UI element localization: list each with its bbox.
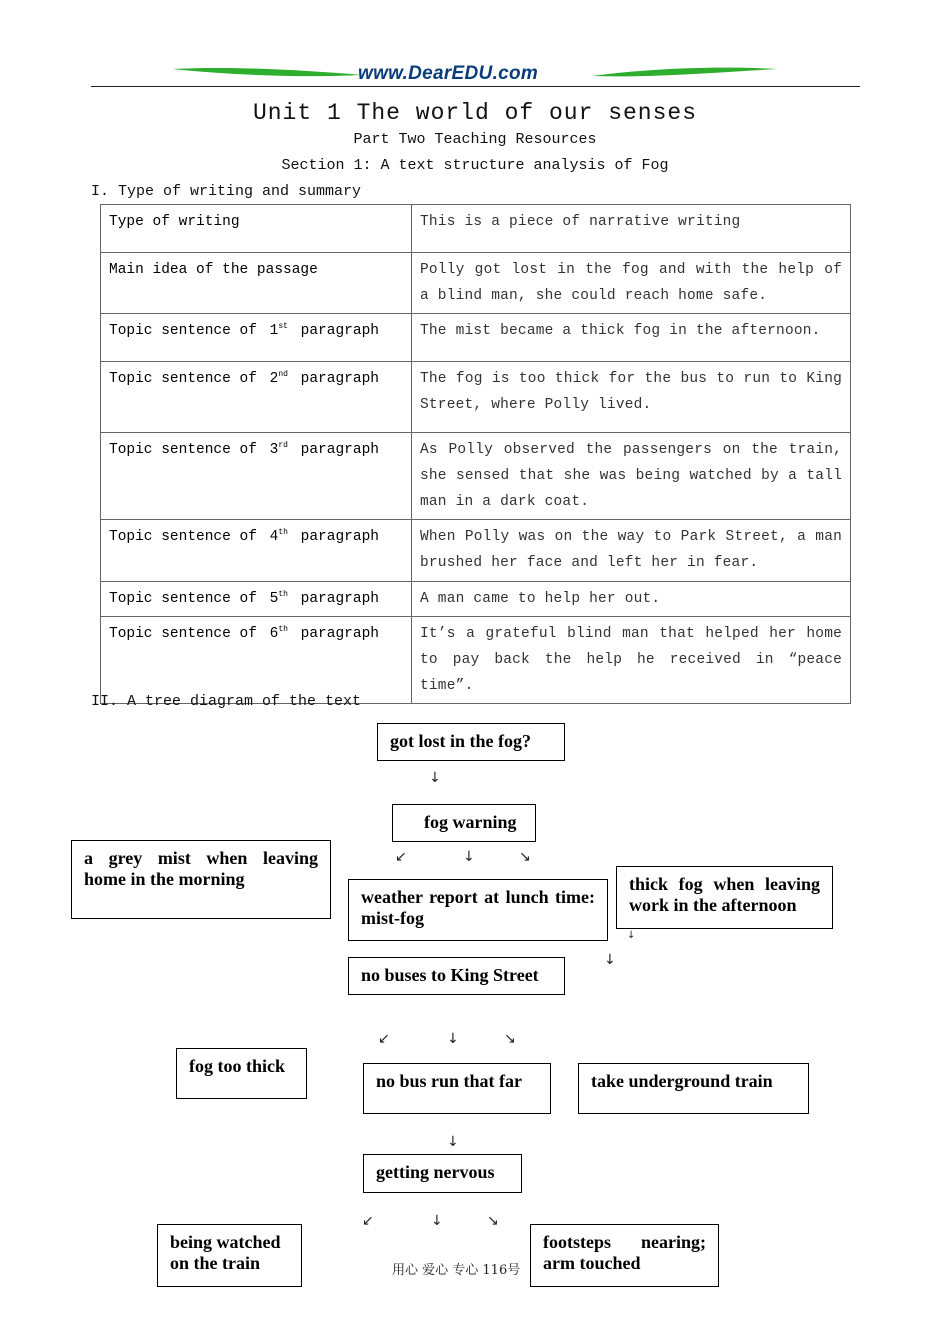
row-content: Polly got lost in the fog and with the help of a blind man, she could reach home safe.: [412, 253, 851, 314]
row-content: The mist became a thick fog in the afternoon.: [412, 314, 851, 362]
row-label: Topic sentence of 6th paragraph: [101, 617, 412, 704]
row-content: This is a piece of narrative writing: [412, 205, 851, 253]
summary-table: [100, 204, 851, 704]
row-content: The fog is too thick for the bus to run to King Street, where Polly lived.: [412, 362, 851, 433]
arrow-down-left-icon: ↙: [362, 1213, 374, 1229]
row-content: When Polly was on the way to Park Street, a man brushed her face and left her in fear.: [412, 520, 851, 582]
arrow-down-icon: ↓: [447, 1031, 459, 1047]
part1-heading: I. Type of writing and summary: [91, 183, 362, 200]
arrow-down-icon: ↓: [447, 1134, 459, 1150]
row-label: Topic sentence of 1st paragraph: [101, 314, 412, 362]
table-row: [101, 362, 851, 433]
table-row: [101, 433, 851, 520]
node-grey-mist: a grey mist when leaving home in the morning: [71, 840, 331, 919]
table-row: [101, 520, 851, 582]
table-row: [101, 314, 851, 362]
arrow-down-right-icon: ↘: [519, 849, 531, 865]
row-label: Topic sentence of 4th paragraph: [101, 520, 412, 582]
header-rule: [91, 86, 860, 87]
node-underground: take underground train: [578, 1063, 809, 1114]
row-content: A man came to help her out.: [412, 582, 851, 617]
arrow-down-icon: ↓: [431, 1213, 443, 1229]
part2-heading: II. A tree diagram of the text: [91, 693, 362, 710]
node-thick-fog: thick fog when leaving work in the afternoon: [616, 866, 833, 929]
arrow-down-icon: ↓: [429, 770, 441, 786]
arrow-down-left-icon: ↙: [395, 849, 407, 865]
node-fog-warning: fog warning: [392, 804, 536, 842]
arrow-down-right-icon: ↘: [487, 1213, 499, 1229]
logo-swoosh-right: [592, 66, 778, 80]
page-title: Unit 1 The world of our senses: [252, 100, 698, 126]
node-no-buses: no buses to King Street: [348, 957, 565, 995]
table-row: [101, 617, 851, 704]
section-title: Section 1: A text structure analysis of Fog: [281, 157, 669, 174]
site-logo: www.DearEDU.com: [358, 63, 539, 84]
arrow-down-icon: ↓: [604, 952, 616, 968]
arrow-down-icon: ↓: [463, 849, 475, 865]
row-label: Type of writing: [101, 205, 412, 253]
logo-swoosh-left: [172, 66, 362, 80]
arrow-down-right-icon: ↘: [504, 1031, 516, 1047]
row-label: Topic sentence of 2nd paragraph: [101, 362, 412, 433]
node-got-lost: got lost in the fog?: [377, 723, 565, 761]
arrow-down-icon: ↓: [627, 930, 636, 941]
table-row: [101, 253, 851, 314]
row-label: Topic sentence of 3rd paragraph: [101, 433, 412, 520]
node-footsteps: footsteps nearing; arm touched: [530, 1224, 719, 1287]
row-content: It’s a grateful blind man that helped her home to pay back the help he received in “peace time”.: [412, 617, 851, 704]
node-no-bus-far: no bus run that far: [363, 1063, 551, 1114]
page-footer: 用心 爱心 专心 116号: [392, 1263, 521, 1278]
node-weather-report: weather report at lunch time: mist-fog: [348, 879, 608, 941]
row-label: Main idea of the passage: [101, 253, 412, 314]
row-label: Topic sentence of 5th paragraph: [101, 582, 412, 617]
subtitle: Part Two Teaching Resources: [353, 131, 597, 148]
table-row: [101, 582, 851, 617]
arrow-down-left-icon: ↙: [378, 1031, 390, 1047]
node-getting-nervous: getting nervous: [363, 1154, 522, 1193]
node-being-watched: being watched on the train: [157, 1224, 302, 1287]
node-fog-too-thick: fog too thick: [176, 1048, 307, 1099]
table-row: [101, 205, 851, 253]
row-content: As Polly observed the passengers on the train, she sensed that she was being watched by a tall man in a dark coat.: [412, 433, 851, 520]
